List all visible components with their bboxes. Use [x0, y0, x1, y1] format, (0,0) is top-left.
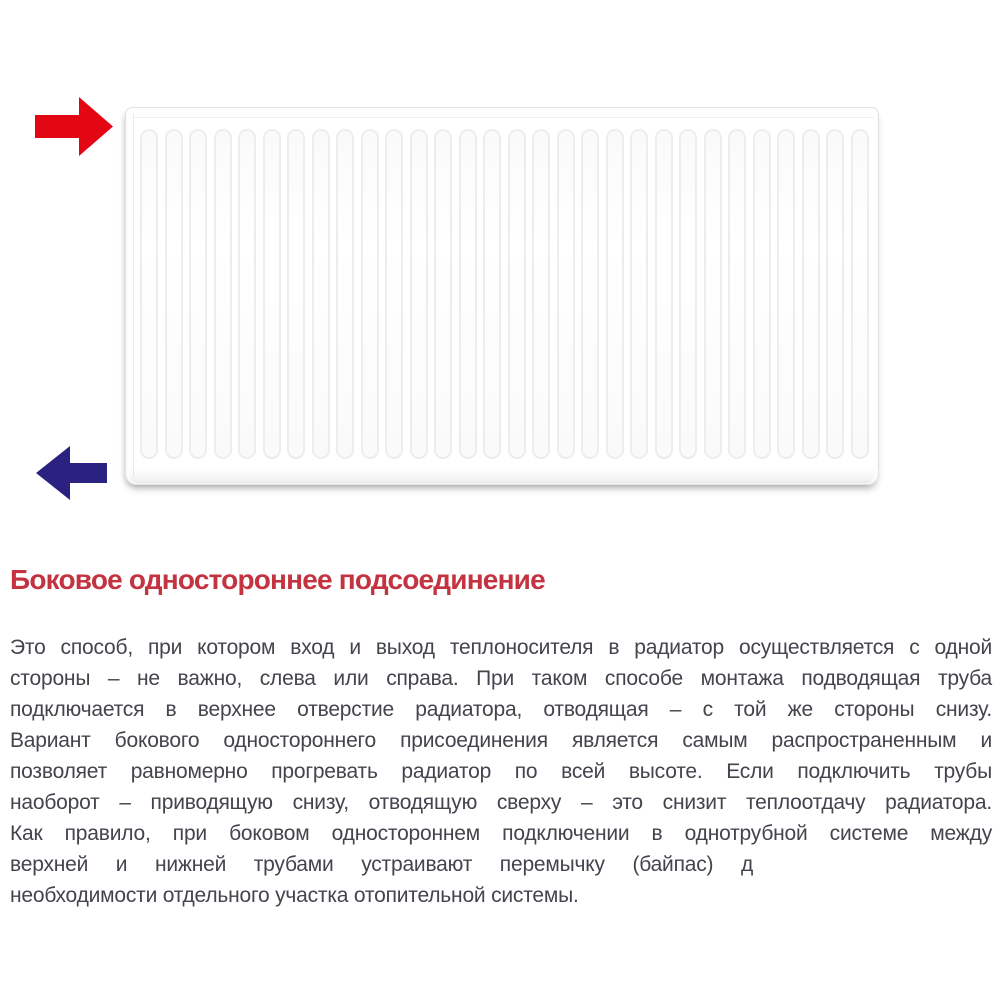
paragraph-line: наоборот – приводящую снизу, отводящую сверху – это снизит теплоотдачу радиатора. — [10, 791, 992, 814]
outlet-arrow — [36, 443, 107, 503]
paragraph-line: верхней и нижней трубами устраивают перемычку (байпас) д — [10, 853, 754, 876]
radiator-fin — [385, 129, 403, 459]
paragraph-line: Это способ, при котором вход и выход теплоносителя в радиатор осуществляется с одной — [10, 636, 992, 659]
radiator-fin — [312, 129, 330, 459]
radiator-fin — [557, 129, 575, 459]
radiator-fin — [802, 129, 820, 459]
radiator-fin — [459, 129, 477, 459]
description-paragraph — [10, 632, 992, 911]
inlet-arrow — [35, 95, 113, 158]
radiator-fin — [581, 129, 599, 459]
radiator-fin — [508, 129, 526, 459]
radiator-fin — [140, 129, 158, 459]
radiator-fin — [361, 129, 379, 459]
radiator-fin — [826, 129, 844, 459]
paragraph-line: Как правило, при боковом одностороннем подключении в однотрубной системе между — [10, 822, 992, 845]
paragraph-line: необходимости отдельного участка отопительной системы. — [10, 884, 579, 907]
radiator-fin — [214, 129, 232, 459]
radiator-fin — [753, 129, 771, 459]
radiator-fin — [434, 129, 452, 459]
radiator-fin — [263, 129, 281, 459]
radiator-fin — [165, 129, 183, 459]
radiator-fins — [140, 129, 869, 459]
radiator-fin — [238, 129, 256, 459]
left-arrow-icon — [36, 443, 107, 503]
radiator-fin — [189, 129, 207, 459]
radiator-fin — [777, 129, 795, 459]
paragraph-line: стороны – не важно, слева или справа. При таком способе монтажа подводящая труба — [10, 667, 992, 690]
radiator-fin — [483, 129, 501, 459]
paragraph-line: Вариант бокового одностороннего присоединения является самым распространенным и — [10, 729, 992, 752]
radiator-fin — [630, 129, 648, 459]
radiator-fin — [606, 129, 624, 459]
radiator-bottom-shadow — [129, 467, 875, 483]
radiator-fin — [336, 129, 354, 459]
radiator-fin — [728, 129, 746, 459]
radiator-fin — [655, 129, 673, 459]
radiator-panel — [125, 107, 879, 485]
radiator-fin — [532, 129, 550, 459]
section-heading: Боковое одностороннее подсоединение — [10, 564, 545, 595]
radiator-fin — [679, 129, 697, 459]
paragraph-line: позволяет равномерно прогревать радиатор по всей высоте. Если подключить трубы — [10, 760, 992, 783]
radiator-fin — [704, 129, 722, 459]
radiator-fin — [851, 129, 869, 459]
radiator-fin — [410, 129, 428, 459]
radiator-fin — [287, 129, 305, 459]
paragraph-line: подключается в верхнее отверстие радиатора, отводящая – с той же стороны снизу. — [10, 698, 992, 721]
right-arrow-icon — [35, 95, 113, 158]
